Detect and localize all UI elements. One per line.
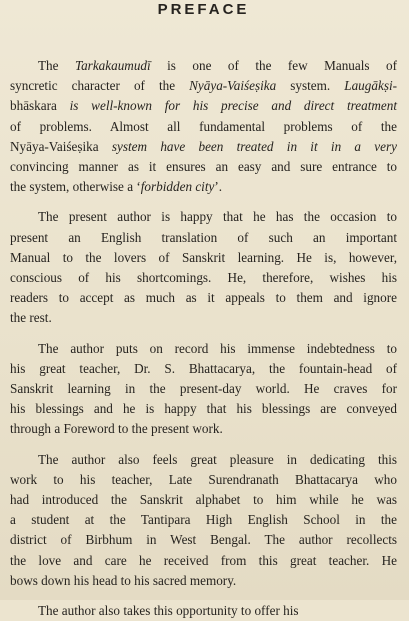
- text-line: [10, 288, 397, 308]
- text-run: a student at the Tantipara High English School in the: [10, 512, 397, 528]
- text-line: [10, 470, 397, 490]
- text-run: is one of the few Manuals of: [150, 58, 397, 73]
- text-line: [10, 379, 397, 399]
- text-line: [10, 268, 397, 288]
- text-run: work to his teacher, Late Surendranath Bhattacarya who: [10, 471, 397, 487]
- text-run: Manual to the lovers of Sanskrit learning. He is, however,: [10, 249, 397, 265]
- text-run: convincing manner as it ensures an easy and sure entrance to: [10, 159, 397, 175]
- text-line: [10, 399, 397, 419]
- text-line: [10, 177, 397, 197]
- italic-term: forbidden city: [140, 179, 215, 195]
- text-line: [10, 339, 397, 359]
- text-line: [10, 551, 397, 571]
- text-line: [10, 137, 397, 157]
- body-text: [10, 56, 397, 621]
- text-line: [10, 248, 397, 268]
- text-run: system.: [276, 78, 345, 94]
- paragraph-1: [10, 56, 397, 197]
- text-run: The: [38, 58, 75, 73]
- paragraph-5: [10, 601, 397, 621]
- text-line: [10, 510, 397, 530]
- text-line: [10, 56, 397, 76]
- text-run: the system, otherwise a ‘: [10, 179, 141, 195]
- text-run: readers to accept as much as it appeals to them and ignore: [10, 290, 397, 306]
- text-run: The author also feels great pleasure in dedicating this: [38, 451, 397, 467]
- text-run: conscious of his shortcomings. He, therefore, wishes his: [10, 270, 397, 286]
- text-line: [10, 228, 397, 248]
- text-run: bhāskara: [10, 98, 57, 114]
- text-run: the rest.: [10, 310, 52, 326]
- text-line: [10, 601, 397, 621]
- text-line: [10, 571, 397, 591]
- text-line: [10, 96, 397, 116]
- text-run: syncretic character of the: [10, 78, 190, 94]
- text-line: [10, 419, 397, 439]
- italic-term: Laugākṣi-: [344, 78, 397, 94]
- paragraph-2: [10, 207, 397, 328]
- page-title: PREFACE: [157, 1, 250, 18]
- italic-term: is well-known for his precise and direct treatment: [56, 98, 397, 114]
- paragraph-4: [10, 450, 397, 591]
- paragraph-3: [10, 339, 397, 440]
- text-line: [10, 450, 397, 470]
- text-run: his great teacher, Dr. S. Bhattacarya, the fountain-head of: [10, 360, 397, 376]
- italic-term: Nyāya-Vaiśeṣika: [189, 78, 277, 94]
- text-line: [10, 359, 397, 379]
- text-run: his blessings and he is happy that his blessings are conveyed: [10, 401, 397, 417]
- text-run: The present author is happy that he has the occasion to: [38, 209, 397, 225]
- text-run: present an English translation of such an important: [10, 229, 397, 245]
- text-run: bows down his head to his sacred memory.: [10, 572, 237, 588]
- text-line: [10, 207, 397, 227]
- text-run: of problems. Almost all fundamental problems of the: [10, 118, 397, 134]
- italic-term: Tarkakaumudī: [74, 58, 151, 73]
- text-line: [10, 530, 397, 550]
- text-run: Nyāya-Vaiśeṣika: [10, 138, 99, 154]
- text-run: through a Foreword to the present work.: [10, 421, 223, 437]
- text-line: [10, 76, 397, 96]
- text-run: The author also takes this opportunity to offer his: [38, 603, 299, 619]
- text-run: Sanskrit learning in the present-day world. He craves for: [10, 381, 397, 397]
- text-line: [10, 490, 397, 510]
- italic-term: system have been treated in it in a very: [98, 138, 397, 154]
- text-line: [10, 157, 397, 177]
- text-line: [10, 308, 397, 328]
- text-run: had introduced the Sanskrit alphabet to him while he was: [10, 492, 397, 508]
- text-run: the love and care he received from this great teacher. He: [10, 552, 397, 568]
- text-run: The author puts on record his immense indebtedness to: [38, 340, 397, 356]
- text-run: district of Birbhum in West Bengal. The author recollects: [10, 532, 397, 548]
- text-run: ’.: [214, 179, 223, 195]
- text-line: [10, 117, 397, 137]
